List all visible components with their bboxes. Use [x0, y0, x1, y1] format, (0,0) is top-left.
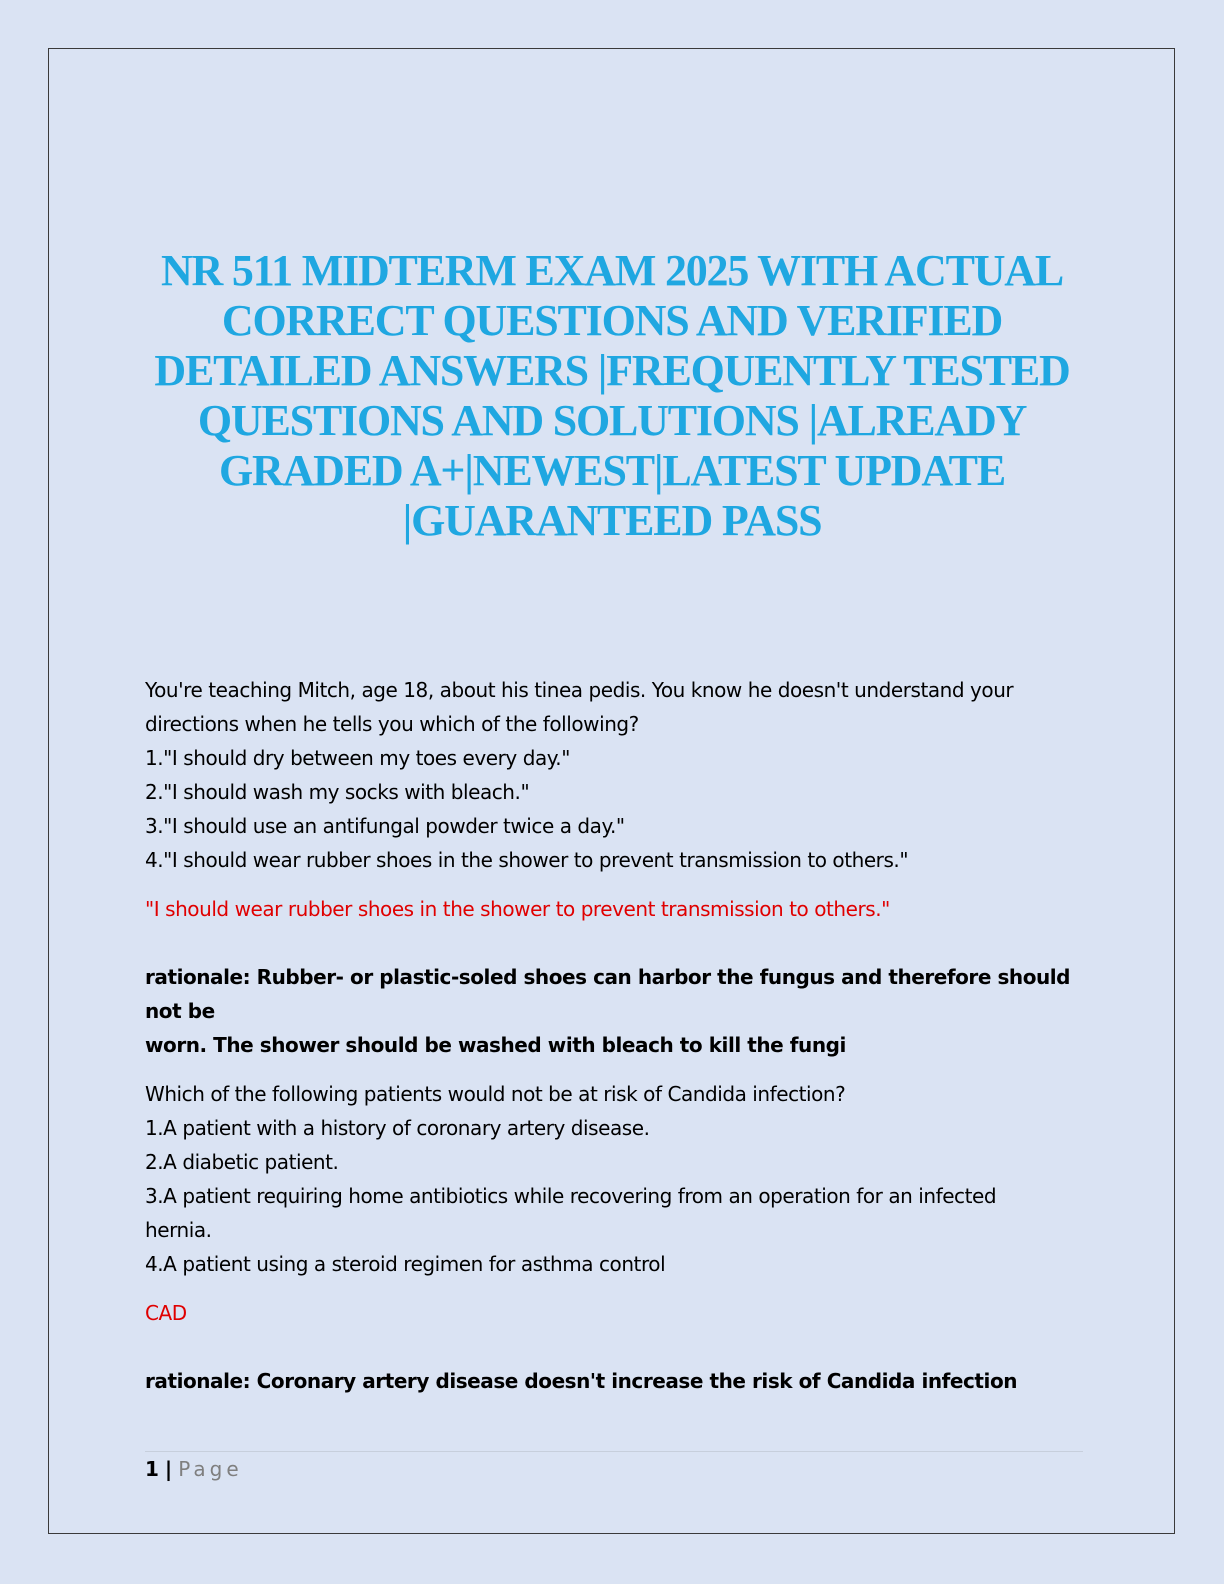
page-separator: | — [164, 1457, 173, 1481]
rationale-line: rationale: Rubber- or plastic-soled shoes can harbor the fungus and therefore should not be — [145, 965, 1071, 1023]
footer-divider — [145, 1451, 1083, 1452]
question-2-option: 2.A diabetic patient. — [145, 1150, 339, 1174]
question-2-option: 3.A patient requiring home antibiotics while recovering from an operation for an infected — [145, 1184, 997, 1208]
question-1-option: 2."I should wash my socks with bleach." — [145, 780, 530, 804]
question-2 — [145, 1077, 1085, 1281]
question-1-option: 3."I should use an antifungal powder twice a day." — [145, 814, 625, 838]
question-1-line: You're teaching Mitch, age 18, about his tinea pedis. You know he doesn't understand your — [145, 678, 1014, 702]
question-1-option: 4."I should wear rubber shoes in the shower to prevent transmission to others." — [145, 848, 909, 872]
question-1-rationale — [145, 960, 1085, 1062]
rationale-line: worn. The shower should be washed with bleach to kill the fungi — [145, 1033, 846, 1057]
question-2-option: hernia. — [145, 1218, 212, 1242]
page-number: 1 — [145, 1457, 159, 1481]
question-2-rationale — [145, 1364, 1085, 1398]
question-1-answer: "I should wear rubber shoes in the shower to prevent transmission to others." — [145, 897, 890, 921]
question-1-line: directions when he tells you which of the following? — [145, 712, 639, 736]
question-2-line: Which of the following patients would not be at risk of Candida infection? — [145, 1082, 846, 1106]
question-2-option: 4.A patient using a steroid regimen for asthma control — [145, 1252, 666, 1276]
page-footer — [145, 1455, 243, 1483]
question-1-option: 1."I should dry between my toes every day." — [145, 746, 570, 770]
page-label: Page — [178, 1457, 243, 1481]
rationale-line: rationale: Coronary artery disease doesn't increase the risk of Candida infection — [145, 1369, 1018, 1393]
question-1 — [145, 673, 1085, 877]
document-title: NR 511 MIDTERM EXAM 2025 WITH ACTUAL CORRECT QUESTIONS AND VERIFIED DETAILED ANSWERS |FREQUENTLY TESTED QUESTIONS AND SOLUTIONS |ALREADY GRADED A+|NEWEST|LATEST UPDATE |GUARANTEED PASS — [154, 246, 1070, 545]
question-2-answer: CAD — [145, 1301, 187, 1325]
document-body — [145, 673, 1085, 1398]
question-2-option: 1.A patient with a history of coronary artery disease. — [145, 1116, 650, 1140]
